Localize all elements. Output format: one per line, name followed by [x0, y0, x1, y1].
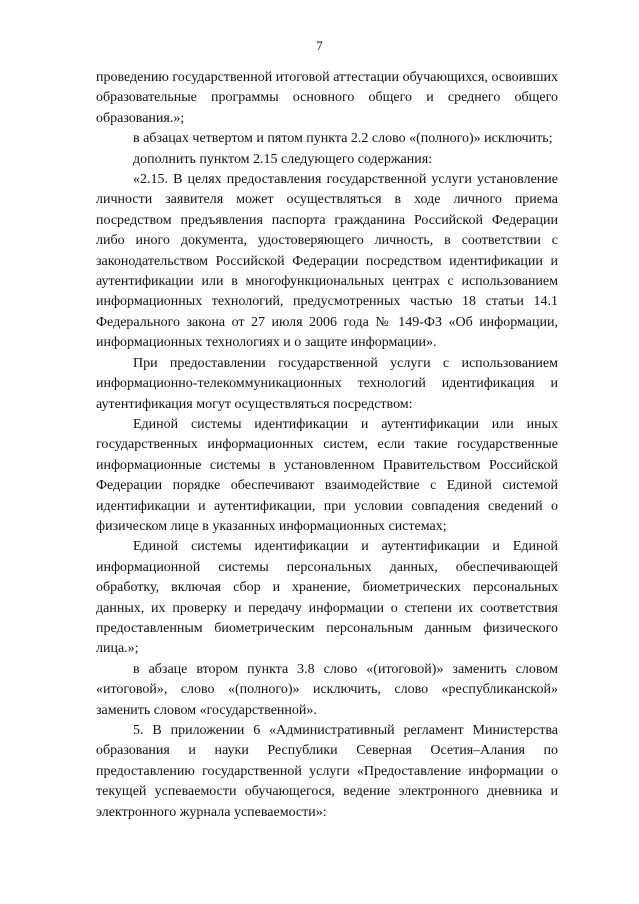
- paragraph-item-5: 5. В приложении 6 «Административный регламент Министерства образования и науки Республики Северная Осетия–Алания по предоставлению государственной услуги «Предоставление информации о текущей успеваемости обучающегося, ведение электронного дневника и электронного журнала успеваемости»:: [96, 723, 558, 820]
- paragraph-identification-intro: При предоставлении государственной услуги с использованием информационно-телекоммуникационных технологий идентификация и аутентификация могут осуществляться посредством:: [96, 355, 558, 412]
- document-body: [96, 68, 558, 823]
- paragraph-amendment-3-8: в абзаце втором пункта 3.8 слово «(итоговой)» заменить словом «итоговой», слово «(полного)» исключить, слово «республиканской» заменить словом «государственной».: [96, 661, 558, 718]
- paragraph-biometric-option: Единой системы идентификации и аутентификации и Единой информационной системы персональных данных, обеспечивающей обработку, включая сбор и хранение, биометрических персональных данных, их проверку и передачу информации о степени их соответствия предоставленным биометрическим персональным данным физического лица.»;: [96, 539, 558, 657]
- paragraph-clause-2-15: «2.15. В целях предоставления государственной услуги установление личности заявителя может осуществляться в ходе личного приема посредством предъявления паспорта гражданина Российской Федерации либо иного документа, удостоверяющего личность, в соответствии с законодательством Российской Федерации посредством идентификации и аутентификации или в многофункциональных центрах с использованием информационных технологий, предусмотренных частью 18 статьи 14.1 Федерального закона от 27 июля 2006 года № 149-ФЗ «Об информации, информационных технологиях и о защите информации».: [96, 172, 558, 351]
- page-number: 7: [316, 38, 323, 53]
- paragraph-continuation: проведению государственной итоговой аттестации обучающихся, освоивших образовательные программы основного общего и среднего общего образования.»;: [96, 70, 558, 126]
- paragraph-esia-option: Единой системы идентификации и аутентификации или иных государственных информационных систем, если такие государственные информационные системы в установленном Правительством Российской Федерации порядке обеспечивают взаимодействие с Единой системой идентификации и аутентификации, при условии совпадения сведений о физическом лице в указанных информационных системах;: [96, 416, 558, 534]
- paragraph-add-2-15: дополнить пунктом 2.15 следующего содержания:: [133, 151, 433, 167]
- paragraph-amendment-2-2: в абзацах четвертом и пятом пункта 2.2 слово «(полного)» исключить;: [133, 131, 553, 147]
